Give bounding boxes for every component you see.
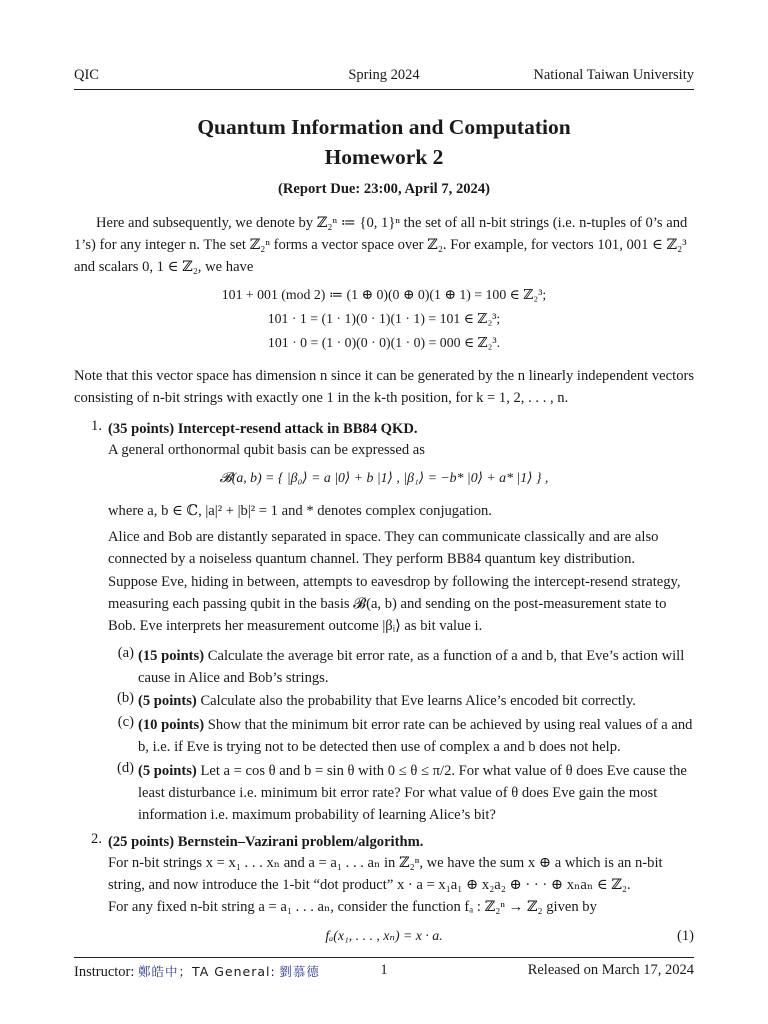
release-date: Released on March 17, 2024 <box>527 962 694 978</box>
part-c-label: (c) <box>117 714 134 730</box>
page-number: 1 <box>380 962 388 978</box>
header-rule <box>74 89 694 90</box>
question-2-number: 2. <box>91 831 102 847</box>
intro-equation-3: 101 · 0 = (1 · 0)(0 · 0)(1 · 0) = 000 ∈ ℤ₂³. <box>267 335 501 350</box>
part-c-points: (10 points) <box>138 717 205 733</box>
page-footer <box>74 962 694 982</box>
question-2-function-intro: For any fixed n-bit string a = a₁ . . . aₙ, consider the function fₐ : ℤ₂ⁿ → ℤ₂ given by <box>108 899 597 915</box>
question-1-where: where a, b ∈ ℂ, |a|² + |b|² = 1 and * denotes complex conjugation. <box>108 503 492 519</box>
running-header <box>74 67 694 87</box>
part-a <box>138 645 696 689</box>
question-2-heading: (25 points) Bernstein–Vazirani problem/algorithm. <box>108 834 424 850</box>
part-a-label: (a) <box>117 645 134 661</box>
part-c-text: Show that the minimum bit error rate can be achieved by using real values of a and b, i.e. if Eve is trying not to be detected then use of complex a and b does not help. <box>138 717 693 755</box>
question-1-number: 1. <box>91 418 102 434</box>
page-title <box>74 112 694 172</box>
intro-paragraph: Here and subsequently, we denote by ℤ₂ⁿ ≔ {0, 1}ⁿ the set of all n-bit strings (i.e. n-tuples of 0’s and 1’s) for any integer n. The set ℤ₂ⁿ forms a vector space over ℤ₂. For example, for vectors 101, 001 ∈ ℤ₂³ and scalars 0, 1 ∈ ℤ₂, we have <box>74 215 688 275</box>
part-d <box>138 760 696 826</box>
footer-rule <box>74 957 694 958</box>
question-1-eve: Suppose Eve, hiding in between, attempts to eavesdrop by following the intercept-resend strategy, measuring each passing qubit in the basis 𝓑(a, b) and sending on the post-measurement state to Bob. Eve interprets her measurement outcome |βᵢ⟩ as bit value i. <box>108 574 681 634</box>
ta-label: ；TA General: <box>178 964 276 979</box>
instructor-name: 鄭皓中 <box>138 964 179 979</box>
question-1-heading: (35 points) Intercept-resend attack in BB84 QKD. <box>108 421 418 437</box>
part-a-text: Calculate the average bit error rate, as a function of a and b, that Eve’s action will cause in Alice and Bob’s strings. <box>138 648 685 686</box>
question-2-equation: fₐ(x₁, . . . , xₙ) = x · a. <box>325 928 443 943</box>
part-d-points: (5 points) <box>138 763 197 779</box>
part-d-label: (d) <box>116 760 134 776</box>
title-line-2: Homework 2 <box>324 145 444 169</box>
intro-equation-2: 101 · 1 = (1 · 1)(0 · 1)(1 · 1) = 101 ∈ ℤ₂³; <box>267 311 501 326</box>
part-b-points: (5 points) <box>138 693 197 709</box>
part-b-label: (b) <box>116 690 134 706</box>
header-course: QIC <box>74 67 99 83</box>
intro-dimension-paragraph: Note that this vector space has dimension n since it can be generated by the n linearly independent vectors consisting of n-bit strings with exactly one 1 in the k-th position, for k = 1, 2, . . . , n. <box>74 368 695 406</box>
instructor-label: Instructor: <box>74 964 135 980</box>
ta-name: 劉慕德 <box>279 964 320 979</box>
header-university: National Taiwan University <box>533 67 694 83</box>
question-1-basis-intro: A general orthonormal qubit basis can be expressed as <box>108 442 425 458</box>
title-line-1: Quantum Information and Computation <box>197 115 571 139</box>
header-term: Spring 2024 <box>348 67 420 83</box>
part-d-text: Let a = cos θ and b = sin θ with 0 ≤ θ ≤ π/2. For what value of θ does Eve cause the least disturbance i.e. minimum bit error rate? For what value of θ does Eve gain the most information i.e. maximum probability of learning Alice’s bit? <box>138 763 687 823</box>
part-b <box>138 690 696 712</box>
question-1-basis-equation: 𝓑(a, b) = { |β₀⟩ = a |0⟩ + b |1⟩ , |β₁⟩ = −b* |0⟩ + a* |1⟩ } , <box>219 470 549 485</box>
part-b-text: Calculate also the probability that Eve learns Alice’s encoded bit correctly. <box>196 693 636 709</box>
question-1-alice-bob: Alice and Bob are distantly separated in space. They can communicate classically and are also connected by a noiseless quantum channel. They perform BB84 quantum key distribution. <box>108 529 659 567</box>
intro-equation-1: 101 + 001 (mod 2) ≔ (1 ⊕ 0)(0 ⊕ 0)(1 ⊕ 1) = 100 ∈ ℤ₂³; <box>221 287 547 302</box>
equation-number: (1) <box>676 928 694 944</box>
due-date: (Report Due: 23:00, April 7, 2024) <box>278 181 490 197</box>
part-a-points: (15 points) <box>138 648 205 664</box>
part-c <box>138 714 696 758</box>
question-2-paragraph: For n-bit strings x = x₁ . . . xₙ and a = a₁ . . . aₙ in ℤ₂ⁿ, we have the sum x ⊕ a which is an n-bit string, and now introduce the 1-bit “dot product” x · a = x₁a₁ ⊕ x₂a₂ ⊕ · · · ⊕ xₙaₙ ∈ ℤ₂. <box>108 855 663 893</box>
